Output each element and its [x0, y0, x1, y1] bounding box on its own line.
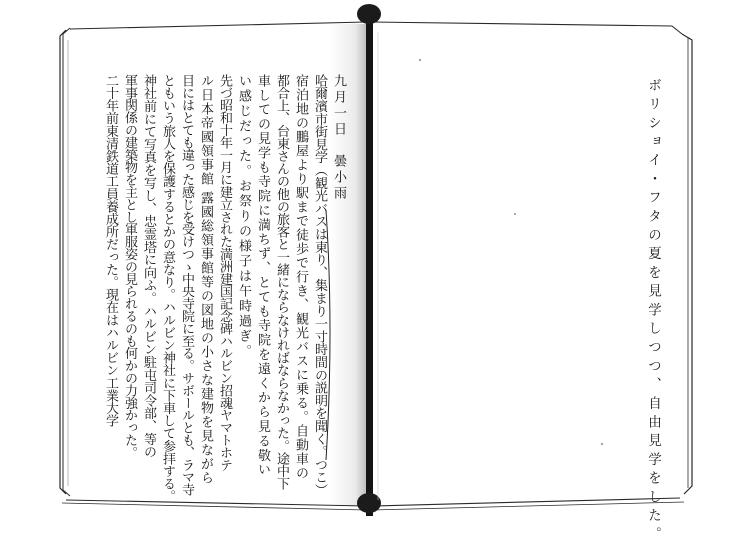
- left-page-line-2: 哈爾濱市街見学（観光バスは東り、集まり一寸時間の説明を聞く。つこ）: [312, 74, 327, 497]
- left-page-line-4: 都合上、台東さんの他の旅客と一緒にならなければならなかった。途中下: [274, 74, 289, 490]
- left-page-line-13: 二十年前東清鉄道工員養成所だった。現在はハルビン工業大学: [103, 74, 118, 427]
- left-page-line-3: 宿泊地の鵬屋より駅まで徒歩で行き、観光バスに乗る。自動車の: [293, 74, 308, 480]
- left-page-date-line: 九月一日 曇小雨: [331, 74, 346, 202]
- left-page-line-11: 神社前にて写真を写し、忠霊塔に向ふ。ハルビン駐屯司令部、等の: [141, 74, 156, 459]
- right-page-line-1: ボリショイ・フタの夏を見学しつつ、自由見学をした。: [645, 78, 661, 546]
- left-page-line-7: 先づ昭和十年一月に建立された満洲建国記念碑ハルビン招魂ヤマトホテ: [217, 74, 232, 471]
- left-page-line-5: 車しての見学も寺院に満ちず、とても寺院を遠くから見る敬い: [255, 74, 270, 478]
- left-page-line-9: 目にはとても違った感じを受けつゝ中央寺院に至る。サボールとも、ラマ寺: [179, 74, 194, 496]
- right-page-edges: [372, 22, 692, 510]
- left-page-line-12: 軍事関係の建築物を主とし軍服姿の見られるのも何かの力強かった。: [122, 74, 137, 459]
- left-page-line-8: ル日本帝國領事館 露國総領事館等の図地の小さな建物を見ながら: [198, 74, 213, 486]
- left-page-line-10: ともいう旅人を保護するとかの意なり。ハルビン神社に下車して参拝する。: [160, 74, 175, 503]
- left-page-line-6: い感じだった。お祭りの様子は午時過ぎ。: [236, 74, 251, 359]
